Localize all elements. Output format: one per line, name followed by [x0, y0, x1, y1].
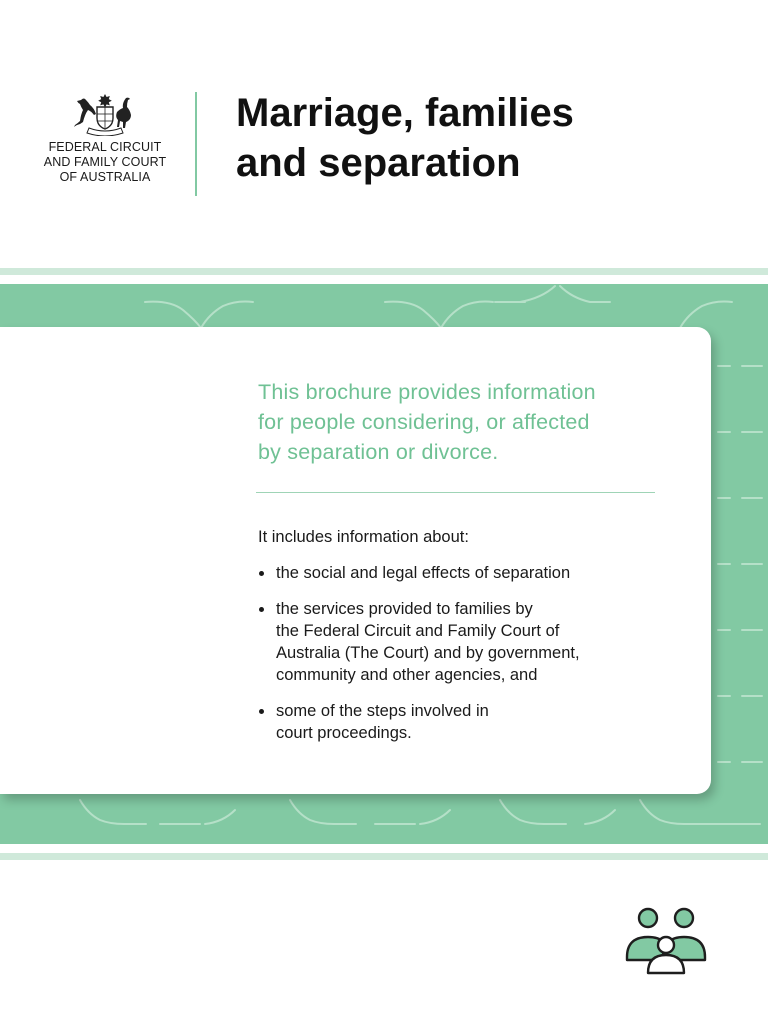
- list-item-line: the services provided to families by: [276, 600, 533, 618]
- list-item: [258, 562, 678, 584]
- title-line: Marriage, families: [236, 91, 574, 135]
- list-item: [258, 700, 678, 744]
- court-name-line: OF AUSTRALIA: [59, 170, 151, 184]
- includes-heading: It includes information about:: [258, 528, 469, 546]
- list-item: [258, 598, 678, 686]
- bottom-stripe: [0, 853, 768, 860]
- intro-line: for people considering, or affected: [258, 410, 590, 434]
- list-item-line: court proceedings.: [276, 724, 412, 742]
- page-title: [236, 88, 736, 188]
- list-item-line: community and other agencies, and: [276, 666, 538, 684]
- list-item-line: Australia (The Court) and by government,: [276, 644, 580, 662]
- header-divider: [195, 92, 197, 196]
- intro-text: [258, 377, 678, 467]
- list-item-line: the social and legal effects of separation: [276, 564, 571, 582]
- list-item-line: some of the steps involved in: [276, 702, 489, 720]
- court-name-line: AND FAMILY COURT: [43, 155, 167, 169]
- intro-line: This brochure provides information: [258, 380, 596, 404]
- coat-of-arms-icon: [72, 92, 138, 136]
- family-people-icon: [622, 905, 710, 977]
- title-line: and separation: [236, 141, 521, 185]
- court-logo: [40, 92, 170, 185]
- court-name: [40, 140, 170, 185]
- intro-line: by separation or divorce.: [258, 440, 499, 464]
- bullet-list: [258, 562, 678, 758]
- list-item-line: the Federal Circuit and Family Court of: [276, 622, 560, 640]
- top-stripe: [0, 268, 768, 275]
- court-name-line: FEDERAL CIRCUIT: [48, 140, 162, 154]
- header: [0, 0, 768, 265]
- section-rule: [256, 492, 655, 493]
